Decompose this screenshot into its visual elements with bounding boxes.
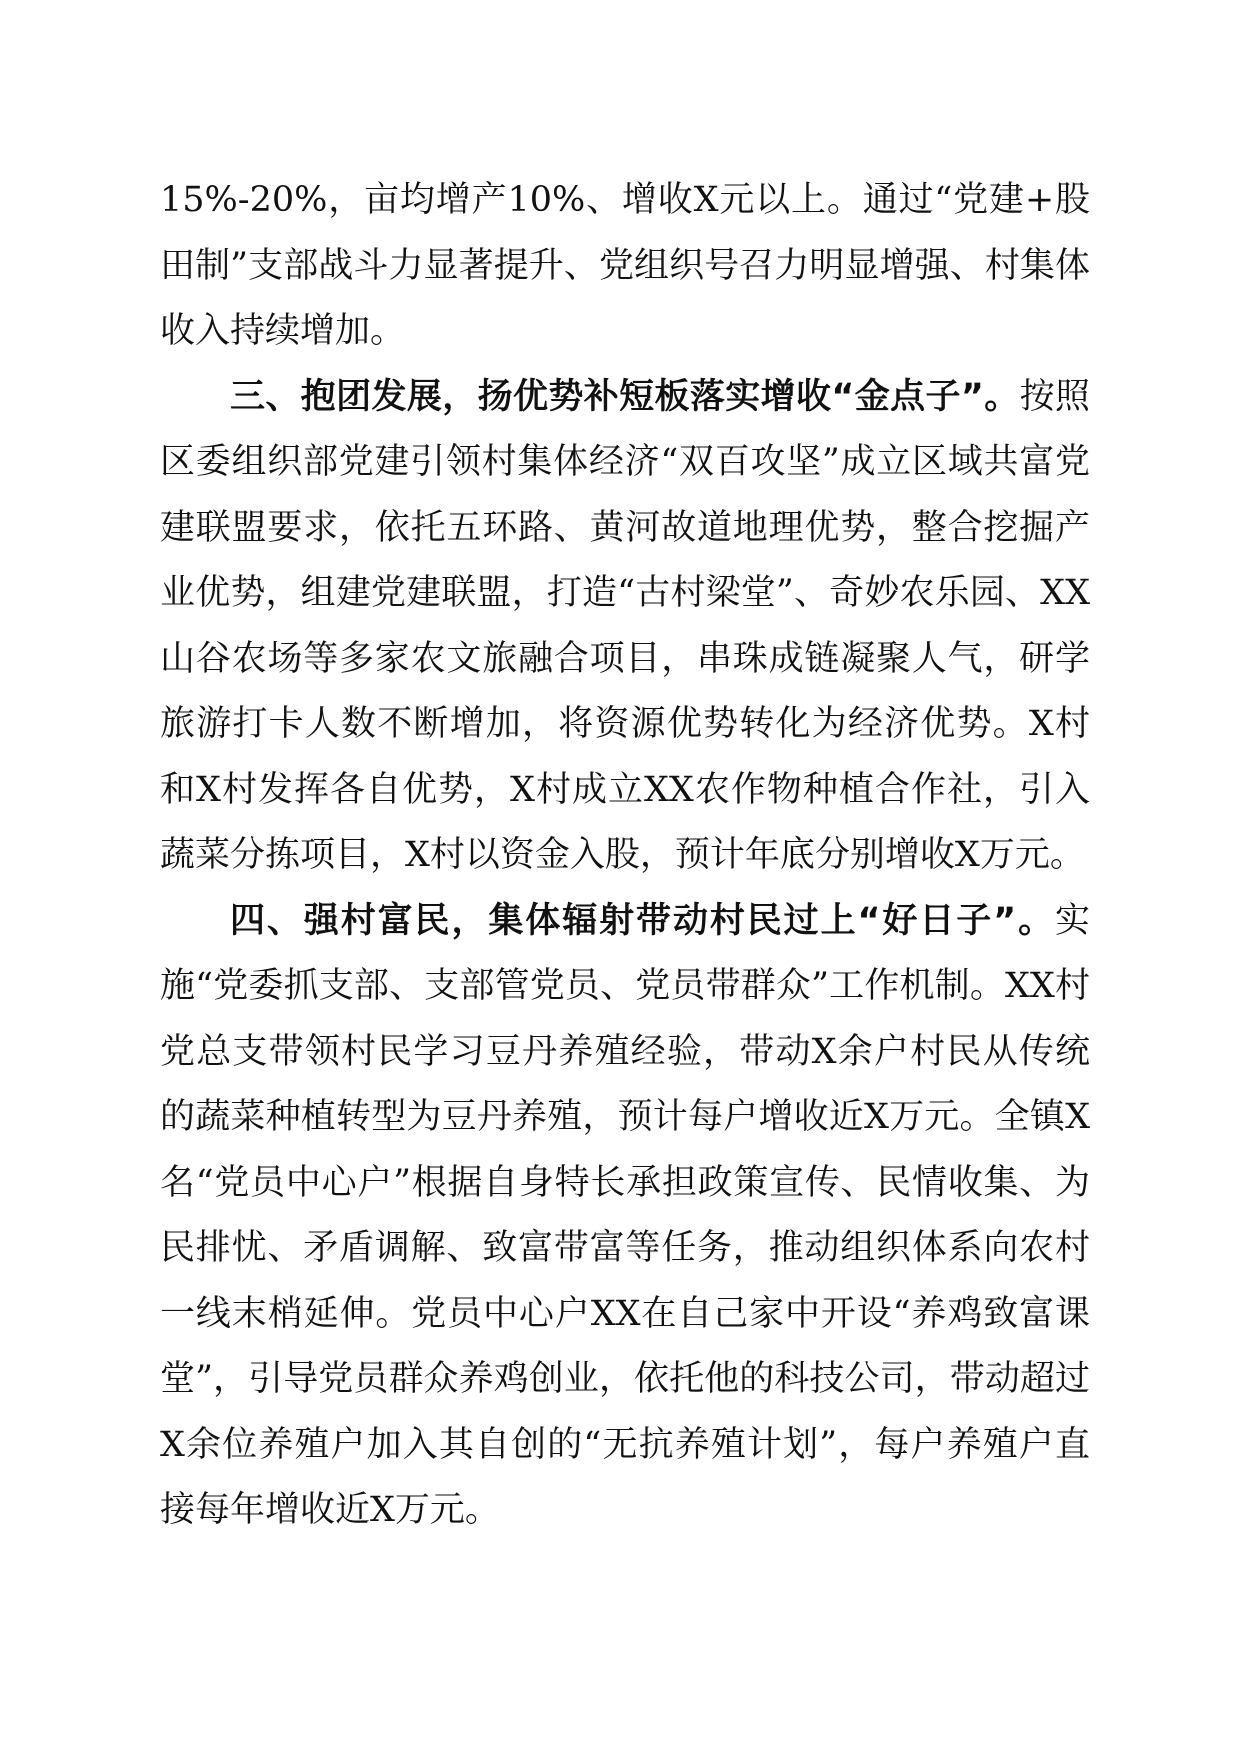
paragraph-text: 15%-20%，亩均增产10%、增收X元以上。通过“党建+股田制”支部战斗力显著提升、党组织号召力明显增强、村集体收入持续增加。 (160, 180, 1090, 351)
paragraph-section-three (160, 365, 1090, 889)
paragraph-section-four (160, 889, 1090, 1544)
document-page (160, 168, 1090, 1544)
paragraph-text: 按照区委组织部党建引领村集体经济“双百攻坚”成立区域共富党建联盟要求，依托五环路、黄河故道地理优势，整合挖掘产业优势，组建党建联盟，打造“古村梁堂”、奇妙农乐园、XX山谷农场等多家农文旅融合项目，串珠成链凝聚人气，研学旅游打卡人数不断增加，将资源优势转化为经济优势。X村和X村发挥各自优势，X村成立XX农作物种植合作社，引入蔬菜分拣项目，X村以资金入股，预计年底分别增收X万元。 (160, 376, 1090, 875)
section-heading-four: 四、强村富民，集体辐射带动村民过上“好日子”。 (230, 900, 1055, 941)
paragraph-text: 实施“党委抓支部、支部管党员、党员带群众”工作机制。XX村党总支带领村民学习豆丹养殖经验，带动X余户村民从传统的蔬菜种植转型为豆丹养殖，预计每户增收近X万元。全镇X名“党员中心户”根据自身特长承担政策宣传、民情收集、为民排忧、矛盾调解、致富带富等任务，推动组织体系向农村一线末梢延伸。党员中心户XX在自己家中开设“养鸡致富课堂”，引导党员群众养鸡创业，依托他的科技公司，带动超过X余位养殖户加入其自创的“无抗养殖计划”，每户养殖户直接每年增收近X万元。 (160, 900, 1090, 1530)
paragraph-continued (160, 168, 1090, 365)
section-heading-three: 三、抱团发展，扬优势补短板落实增收“金点子”。 (230, 376, 1020, 417)
